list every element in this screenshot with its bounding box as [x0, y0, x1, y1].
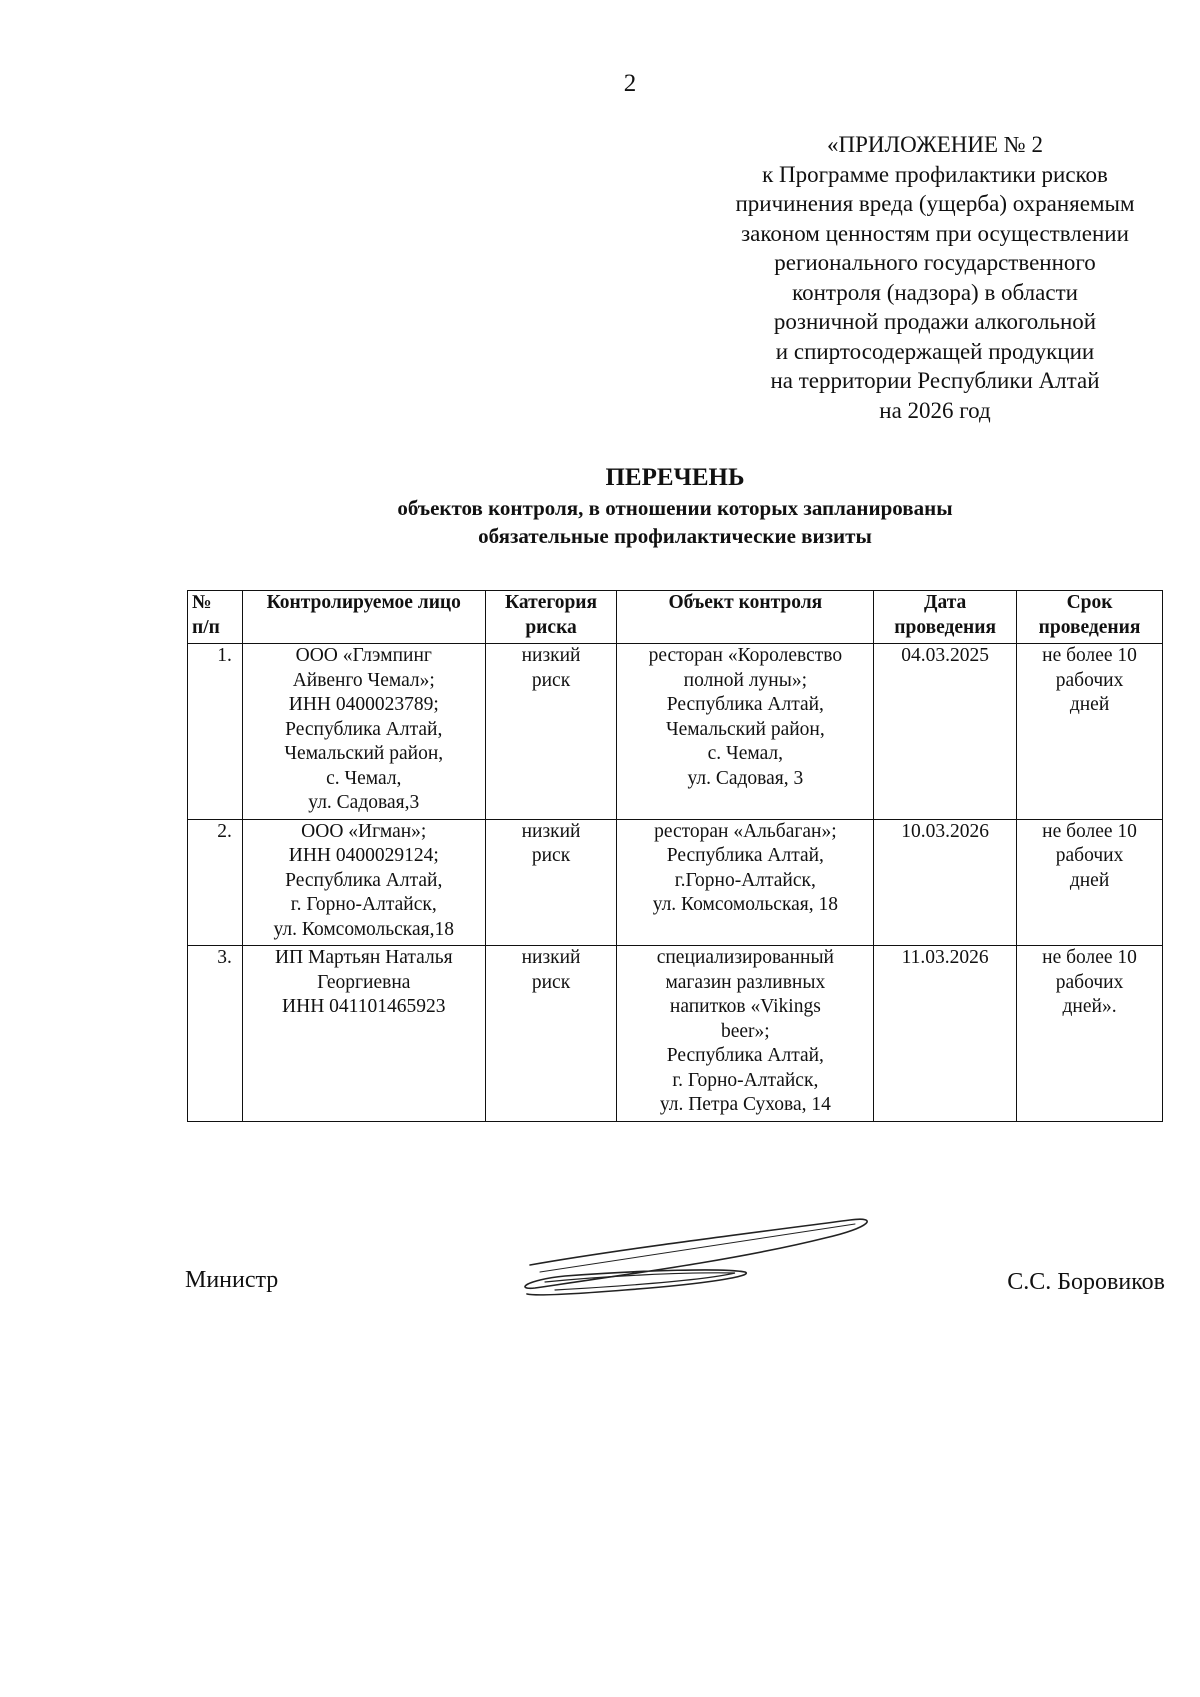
appendix-line: и спиртосодержащей продукции: [775, 338, 1095, 364]
signer-role: Министр: [185, 1267, 279, 1293]
cell-num: 2.: [188, 819, 243, 946]
cell-term: не более 10 рабочих дней: [1017, 644, 1163, 820]
title-main: ПЕРЕЧЕНЬ: [605, 464, 745, 491]
cell-person: ООО «Игман»; ИНН 0400029124; Республика Алтай, г. Горно-Алтайск, ул. Комсомольская,18: [242, 819, 485, 946]
handwritten-signature: [505, 1210, 885, 1320]
cell-term: не более 10 рабочих дней».: [1017, 946, 1163, 1122]
title-sub-line: обязательные профилактические визиты: [478, 524, 872, 548]
header-object: Объект контроля: [617, 591, 874, 644]
header-num: № п/п: [188, 591, 243, 644]
document-title: [250, 462, 1100, 550]
appendix-line: розничной продажи алкогольной: [773, 309, 1097, 334]
cell-object: ресторан «Альбаган»; Республика Алтай, г.Горно-Алтайск, ул. Комсомольская, 18: [617, 819, 874, 946]
signature-block: [185, 1255, 1165, 1315]
table-row: [188, 644, 1163, 820]
cell-category: низкий риск: [485, 644, 617, 820]
cell-date: 04.03.2025: [874, 644, 1017, 820]
cell-term: не более 10 рабочих дней: [1017, 819, 1163, 946]
table-row: [188, 819, 1163, 946]
cell-date: 10.03.2026: [874, 819, 1017, 946]
table-header-row: [188, 591, 1163, 644]
control-objects-table: [187, 590, 1163, 1122]
appendix-line: контроля (надзора) в области: [792, 279, 1078, 305]
cell-object: ресторан «Королевство полной луны»; Республика Алтай, Чемальский район, с. Чемал, ул. Садовая, 3: [617, 644, 874, 820]
cell-category: низкий риск: [485, 946, 617, 1122]
appendix-line: на 2026 год: [879, 397, 991, 423]
header-term: Срок проведения: [1017, 591, 1163, 644]
cell-num: 1.: [188, 644, 243, 820]
title-subtitle: [250, 494, 1100, 550]
cell-category: низкий риск: [485, 819, 617, 946]
appendix-line: на территории Республики Алтай: [770, 368, 1100, 393]
header-person: Контролируемое лицо: [242, 591, 485, 644]
title-sub-line: объектов контроля, в отношении которых запланированы: [397, 496, 953, 520]
appendix-line: к Программе профилактики рисков: [762, 161, 1108, 187]
appendix-line: «ПРИЛОЖЕНИЕ № 2: [826, 132, 1044, 157]
table-row: [188, 946, 1163, 1122]
signer-name: С.С. Боровиков: [1007, 1269, 1165, 1295]
cell-num: 3.: [188, 946, 243, 1122]
header-category: Категория риска: [485, 591, 617, 644]
appendix-header: [690, 130, 1180, 425]
cell-person: ИП Мартьян Наталья Георгиевна ИНН 041101465923: [242, 946, 485, 1122]
appendix-line: причинения вреда (ущерба) охраняемым: [735, 191, 1135, 216]
appendix-line: законом ценностям при осуществлении: [741, 220, 1129, 246]
cell-object: специализированный магазин разливных напитков «Vikings beer»; Республика Алтай, г. Горно-Алтайск, ул. Петра Сухова, 14: [617, 946, 874, 1122]
cell-person: ООО «Глэмпинг Айвенго Чемал»; ИНН 0400023789; Республика Алтай, Чемальский район, с. Чемал, ул. Садовая,3: [242, 644, 485, 820]
header-date: Дата проведения: [874, 591, 1017, 644]
cell-date: 11.03.2026: [874, 946, 1017, 1122]
appendix-line: регионального государственного: [774, 250, 1096, 275]
page-number: 2: [623, 70, 637, 97]
